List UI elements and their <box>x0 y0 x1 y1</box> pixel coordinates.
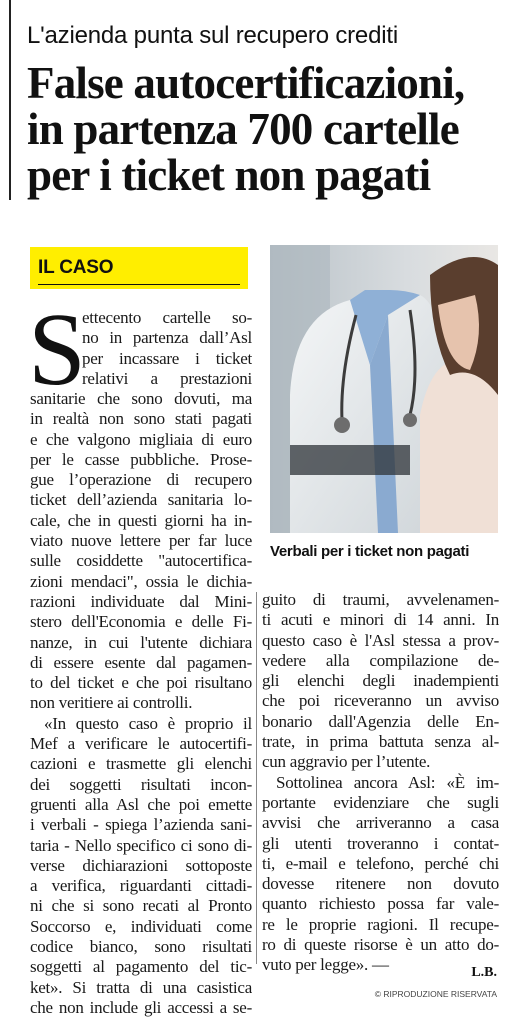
text-line: to del ticket e che poi risultano <box>30 673 252 693</box>
text-line: ro di queste risorse è un atto do- <box>262 935 499 955</box>
text-line: cun aggravio per l’utente. <box>262 752 431 772</box>
text-line: e che valgono migliaia di euro <box>30 429 252 449</box>
text-line: sanitarie che sono dovuti, ma <box>30 389 252 408</box>
text-line: cazioni e trasmette gli elenchi <box>30 754 252 774</box>
text-line: vedere alla compilazione de- <box>262 650 499 670</box>
text-line: nanze, in cui l'utente dichiara <box>30 632 252 652</box>
article-column-1 <box>28 292 252 1018</box>
text-line: no in partenza dall’Asl <box>82 328 252 348</box>
text-line: i verbali - spiega l’azienda sani- <box>30 815 252 835</box>
text-line: ti acuti e minori di 14 anni. In <box>262 610 499 630</box>
article-kicker: L'azienda punta sul recupero crediti <box>27 22 398 49</box>
photo-caption: Verbali per i ticket non pagati <box>270 543 470 560</box>
drop-cap: S <box>28 292 86 407</box>
text-line: viato nuove lettere per far luce <box>30 531 252 551</box>
text-line: avvisi che arriveranno a casa <box>262 813 499 833</box>
text-line: sulle cosiddette "autocertifica- <box>30 551 252 571</box>
text-line: stero dell'Economia e delle Fi- <box>30 612 252 632</box>
section-underline <box>38 284 240 286</box>
text-line: codice bianco, sono risultati <box>30 937 252 957</box>
text-line: ti, e-mail e telefono, perché chi <box>262 853 499 873</box>
text-line: questo caso è l'Asl stessa a prov- <box>262 630 499 650</box>
text-line: che poi riceveranno un avviso <box>262 691 499 711</box>
author-initials: L.B. <box>471 965 497 980</box>
text-line: re le proprie ragioni. Il recupe- <box>262 914 499 934</box>
article-photo <box>270 245 498 533</box>
text-line: razioni individuate dal Mini- <box>30 591 252 611</box>
text-line: Sottolinea ancora Asl: «È im- <box>276 772 499 792</box>
text-line: relativi a prestazioni <box>82 368 252 388</box>
text-line: portante evidenziare che sugli <box>262 792 499 812</box>
doctor-patient-photo <box>270 245 498 533</box>
text-line: non veritiere ai controlli. <box>30 693 193 713</box>
headline-line: in partenza 700 cartelle <box>27 104 459 154</box>
drop-cap-lines <box>82 308 252 389</box>
text-line: soggetti al pagamento del tic- <box>30 957 252 977</box>
copyright-notice: © RIPRODUZIONE RISERVATA <box>374 989 497 999</box>
text-line: cale, che in questi giorni ha in- <box>30 510 252 530</box>
column-rule <box>9 0 11 200</box>
headline-line: per i ticket non pagati <box>27 150 431 200</box>
text-line: «In questo caso è proprio il <box>44 713 252 733</box>
text-line: bonario dall'Agenzia delle En- <box>262 711 499 731</box>
text-line: gue l’operazione di recupero <box>30 470 252 490</box>
text-line: per incassare i ticket <box>82 348 252 368</box>
text-line: quanto richiesto possa far vale- <box>262 894 499 914</box>
section-badge <box>30 247 248 289</box>
section-label: IL CASO <box>38 257 114 278</box>
text-line: guito di traumi, avvelenamen- <box>262 590 499 609</box>
text-line: Mef a verificare le autocertifi- <box>30 734 252 754</box>
text-line: a verifica, riguardanti cittadi- <box>30 876 252 896</box>
text-line: gli elenchi degli inadempienti <box>262 671 499 691</box>
text-line: che non include gli accessi a se- <box>30 997 252 1017</box>
text-line: ettecento cartelle so- <box>82 308 252 327</box>
text-line: di essere esente dal pagamen- <box>30 652 252 672</box>
article-headline <box>27 60 522 198</box>
text-line: ket». Si tratta di una casistica <box>30 977 252 997</box>
text-line: vuto per legge». — <box>262 955 389 975</box>
text-line: dovesse ritenere non dovuto <box>262 874 499 894</box>
column-1-text <box>30 389 252 1018</box>
text-line: zioni mendaci", ossia le dichia- <box>30 571 252 591</box>
text-line: per le casse pubbliche. Prose- <box>30 449 252 469</box>
text-line: gli utenti troveranno i contat- <box>262 833 499 853</box>
article-column-2 <box>262 590 499 976</box>
column-divider <box>256 592 257 964</box>
text-line: in realtà non sono stati pagati <box>30 409 252 429</box>
text-line: taria - Nello specifico ci sono di- <box>30 835 252 855</box>
text-line: dei soggetti risultati incon- <box>30 774 252 794</box>
text-line: Soccorso e, individuati come <box>30 916 252 936</box>
text-line: gruenti alla Asl che poi emette <box>30 794 252 814</box>
text-line: ticket dell’azienda sanitaria lo- <box>30 490 252 510</box>
text-line: trate, in prima battuta senza al- <box>262 732 499 752</box>
headline-line: False autocertificazioni, <box>27 58 465 108</box>
text-line: ni che si sono recati al Pronto <box>30 896 252 916</box>
text-line: verse dichiarazioni sottoposte <box>30 855 252 875</box>
